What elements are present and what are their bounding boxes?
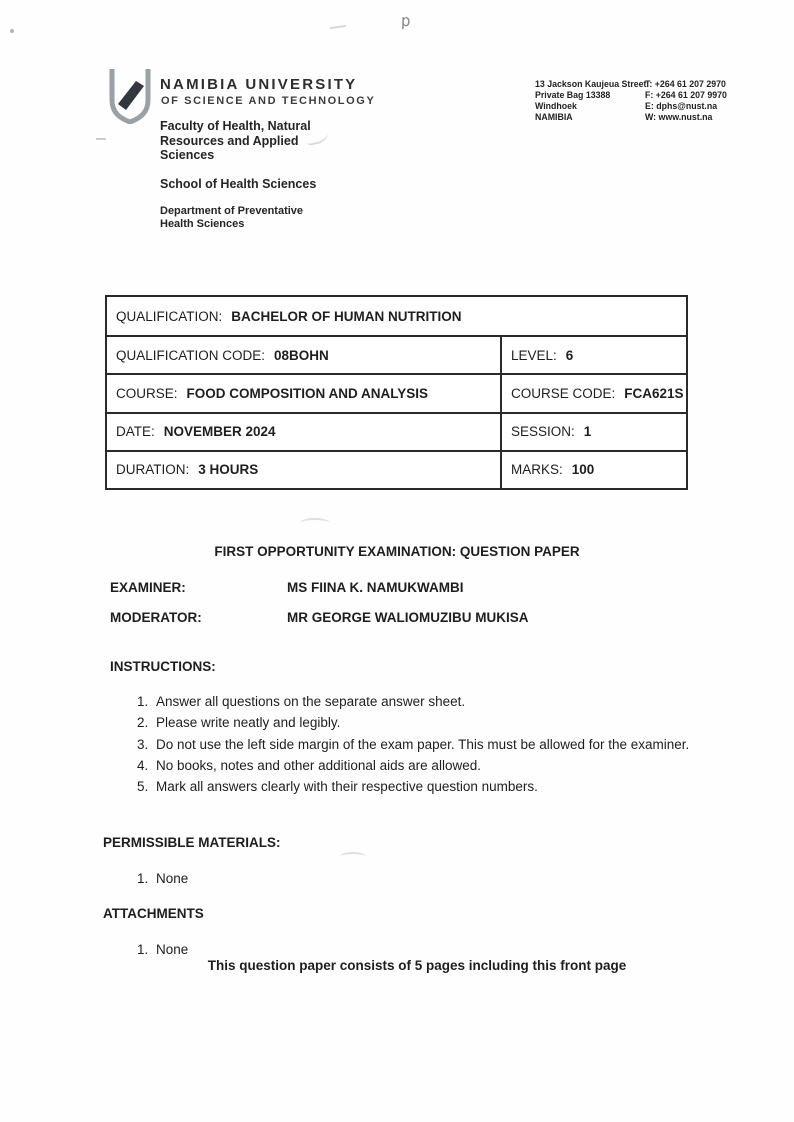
cell-value: 100: [571, 462, 595, 478]
examiner-row: [110, 580, 463, 595]
address-line: NAMIBIA: [535, 112, 573, 122]
scan-smudge: [300, 518, 330, 528]
faculty-line: Resources and Applied: [160, 133, 299, 148]
table-row-date: [107, 412, 686, 450]
examiner-name: MS FIINA K. NAMUKWAMBI: [287, 580, 464, 595]
exam-info-table: [105, 295, 688, 490]
cell-value: 6: [565, 347, 574, 363]
contact-line-phone: T: +264 61 207 2970: [645, 79, 726, 89]
cell-value: FCA621S: [624, 385, 684, 401]
scan-artifact-letter: p: [400, 10, 411, 31]
cell-course: [107, 375, 502, 411]
cell-label: COURSE CODE:: [511, 385, 616, 401]
cell-label: MARKS:: [511, 462, 563, 478]
address-line: Private Bag 13388: [535, 90, 611, 100]
faculty-line: Faculty of Health, Natural: [160, 119, 311, 133]
attachments-heading: ATTACHMENTS: [103, 906, 204, 921]
university-logo-icon: [104, 66, 156, 124]
cell-label: SESSION:: [511, 424, 575, 440]
cell-value: BACHELOR OF HUMAN NUTRITION: [231, 308, 462, 324]
permissible-materials-list: [0, 868, 794, 889]
permissible-material-item: 1. None: [152, 868, 794, 889]
contact-line-web: W: www.nust.na: [645, 112, 713, 122]
cell-label: COURSE:: [116, 385, 178, 401]
cell-date: [107, 414, 502, 450]
cell-marks: [502, 452, 686, 488]
address-line: Windhoek: [535, 101, 577, 111]
instruction-item: 5. Mark all answers clearly with their respective question numbers.: [152, 776, 794, 797]
cell-qualification: [107, 297, 686, 335]
cell-value: 3 HOURS: [198, 462, 259, 478]
cell-label: QUALIFICATION:: [116, 308, 223, 324]
cell-label: QUALIFICATION CODE:: [116, 347, 266, 363]
table-row-course: [107, 373, 686, 411]
moderator-label: MODERATOR:: [110, 610, 202, 625]
address-line: 13 Jackson Kaujeua Street: [535, 79, 647, 89]
department-line: Department of Preventative: [160, 205, 304, 217]
cell-value: NOVEMBER 2024: [163, 424, 276, 440]
scan-speck: [330, 25, 346, 29]
contact-block: [645, 79, 727, 123]
instructions-heading: INSTRUCTIONS:: [110, 659, 216, 674]
faculty-name: [160, 119, 311, 163]
exam-paper-title: FIRST OPPORTUNITY EXAMINATION: QUESTION PAPER: [214, 544, 580, 559]
moderator-row: [110, 610, 529, 625]
cell-label: LEVEL:: [511, 347, 557, 363]
instructions-list: [0, 691, 794, 797]
contact-line-email: E: dphs@nust.na: [645, 101, 718, 111]
school-name: School of Health Sciences: [160, 177, 317, 191]
scan-smudge: [340, 852, 366, 861]
instruction-item: 3. Do not use the left side margin of the exam paper. This must be allowed for the examiner.: [152, 734, 794, 755]
faculty-line: Sciences: [160, 148, 215, 162]
scan-speck: [10, 29, 14, 33]
moderator-name: MR GEORGE WALIOMUZIBU MUKISA: [287, 610, 529, 625]
cell-label: DURATION:: [116, 462, 190, 478]
department-line: Health Sciences: [160, 218, 245, 230]
cell-course-code: [502, 375, 686, 411]
table-row-qualification: [107, 297, 686, 335]
address-block: [535, 79, 646, 123]
cell-qualification-code: [107, 337, 502, 373]
instruction-item: 4. No books, notes and other additional aids are allowed.: [152, 755, 794, 776]
contact-line-fax: F: +264 61 207 9970: [645, 90, 727, 100]
table-row-duration: [107, 450, 686, 488]
cell-session: [502, 414, 686, 450]
cell-value: FOOD COMPOSITION AND ANALYSIS: [186, 385, 429, 401]
cell-value: 08BOHN: [274, 347, 329, 363]
permissible-materials-heading: PERMISSIBLE MATERIALS:: [103, 835, 281, 850]
instruction-item: 1. Answer all questions on the separate answer sheet.: [152, 691, 794, 712]
cell-value: 1: [583, 424, 592, 440]
attachment-item: 1. None: [152, 939, 794, 960]
cell-duration: [107, 452, 502, 488]
examiner-label: EXAMINER:: [110, 580, 186, 595]
department-name: [160, 205, 303, 231]
scan-speck: [96, 138, 106, 140]
university-subtitle: OF SCIENCE AND TECHNOLOGY: [161, 95, 376, 107]
university-name: NAMIBIA UNIVERSITY: [160, 76, 358, 93]
instruction-item: 2. Please write neatly and legibly.: [152, 712, 794, 733]
page-count-note: This question paper consists of 5 pages including this front page: [207, 958, 627, 973]
table-row-qualification-code: [107, 335, 686, 373]
cell-label: DATE:: [116, 424, 155, 440]
cell-level: [502, 337, 686, 373]
